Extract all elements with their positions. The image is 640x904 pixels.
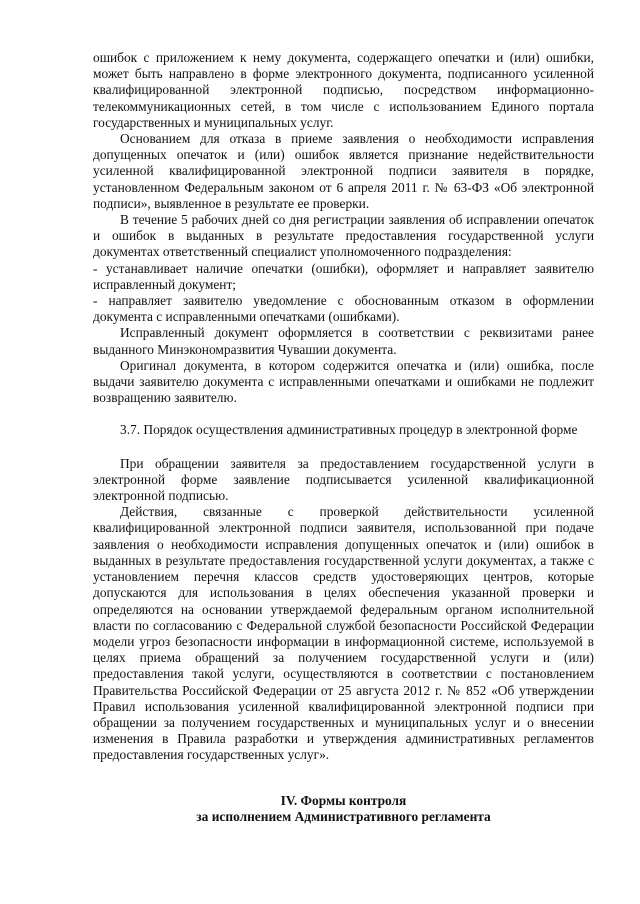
- chapter-heading: [93, 793, 594, 826]
- text-column: [93, 50, 594, 826]
- chapter-heading-line2: за исполнением Административного регламента: [196, 809, 491, 825]
- paragraph-corrected-document: Исправленный документ оформляется в соответствии с реквизитами ранее выданного Минэкономразвития Чувашии документа.: [93, 325, 594, 357]
- paragraph-electronic-form: При обращении заявителя за предоставлением государственной услуги в электронной форме заявление подписывается усиленной квалификационной электронной подписью.: [93, 455, 594, 504]
- paragraph-signature-check: Действия, связанные с проверкой действительности усиленной квалифицированной электронной подписи заявителя, использованной при подаче заявления о необходимости исправления допущенных опечаток и (или) ошибок в выданных в результате предоставления государственной услуги документах, а также с установлением перечня классов средств удостоверяющих центров, которые допускаются для использования в целях обеспечения указанной проверки и определяются на основании утверждаемой федеральным органом исполнительной власти по согласованию с Федеральной службой безопасности Российской Федерации модели угроз безопасности информации в информационной системе, используемой в целях приема обращений за получением государственной услуги и (или) предоставления такой услуги, осуществляются в соответствии с постановлением Правительства Российской Федерации от 25 августа 2012 г. № 852 «Об утверждении Правил использования усиленной квалифицированной электронной подписи при обращении за получением государственных и муниципальных услуг и о внесении изменения в Правила разработки и утверждения административных регламентов предоставления государственных услуг».: [93, 504, 594, 763]
- paragraph-continuation: ошибок с приложением к нему документа, содержащего опечатки и (или) ошибки, может быть направлено в форме электронного документа, подписанного усиленной квалифицированной электронной подписью, посредством информационно-телекоммуникационных сетей, в том числе с использованием Единого портала государственных и муниципальных услуг.: [93, 50, 594, 130]
- section-title-3-7: 3.7. Порядок осуществления административных процедур в электронной форме: [120, 422, 578, 438]
- list-item-establish-error: - устанавливает наличие опечатки (ошибки), оформляет и направляет заявителю исправленный документ;: [93, 260, 594, 292]
- list-item-send-refusal: - направляет заявителю уведомление с обоснованным отказом в оформлении документа с исправленными опечатками (ошибками).: [93, 293, 594, 325]
- paragraph-five-days: В течение 5 рабочих дней со дня регистрации заявления об исправлении опечаток и ошибок в выданных в результате предоставления государственной услуги документах ответственный специалист уполномоченного подразделения:: [93, 212, 594, 260]
- chapter-heading-line1: IV. Формы контроля: [280, 792, 407, 808]
- paragraph-refusal-grounds: Основанием для отказа в приеме заявления о необходимости исправления допущенных опечаток и (или) ошибок является признание недействительности усиленной квалифицированной электронной подписи заявителя в порядке, установленном Федеральным законом от 6 апреля 2011 г. № 63-ФЗ «Об электронной подписи», выявленное в результате ее проверки.: [93, 131, 594, 211]
- paragraph-original-document: Оригинал документа, в котором содержится опечатка и (или) ошибка, после выдачи заявителю документа с исправленными опечатками и ошибками не подлежит возвращению заявителю.: [93, 357, 594, 406]
